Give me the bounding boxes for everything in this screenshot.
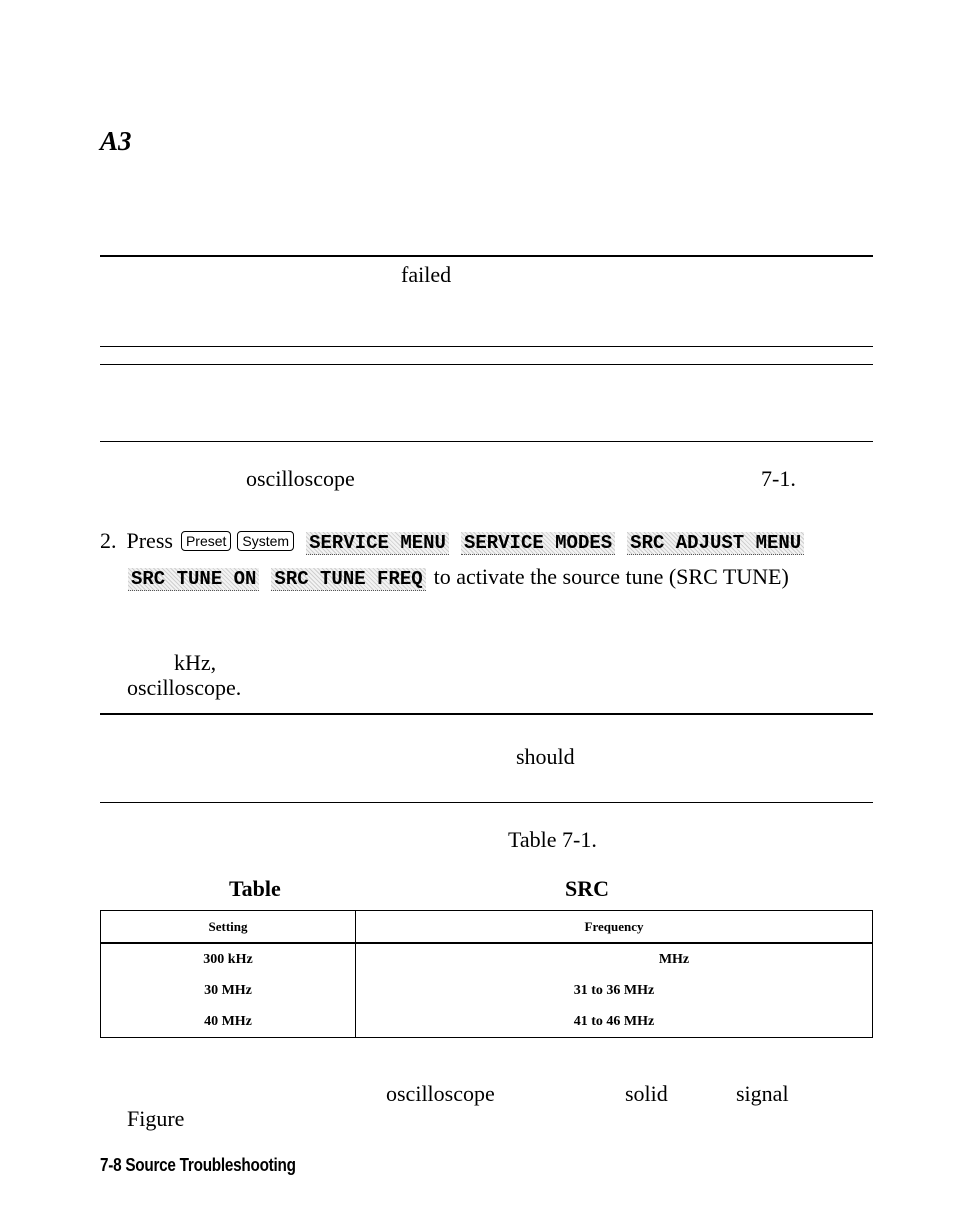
system-key[interactable]: System: [237, 531, 294, 551]
step3-oscilloscope: oscilloscope.: [127, 675, 242, 700]
step2-number: 2.: [100, 528, 117, 553]
table-row: [101, 1006, 873, 1038]
table-cell-frequency: 31 to 36 MHz: [356, 975, 873, 1006]
softkey-service-menu[interactable]: SERVICE MENU: [306, 532, 449, 555]
note-top-rule: [100, 713, 873, 715]
bottom-oscilloscope: oscilloscope: [386, 1081, 495, 1106]
softkey-service-modes[interactable]: SERVICE MODES: [461, 532, 615, 555]
caution-top-rule: [100, 364, 873, 365]
step3-khz: kHz,: [174, 650, 217, 675]
src-tune-table: [100, 910, 873, 1038]
warning-top-rule: [100, 255, 873, 257]
step2-press: Press: [126, 528, 173, 553]
note-bottom-rule: [100, 802, 873, 803]
table-header-setting: Setting: [101, 911, 356, 944]
step2-line1: [100, 528, 804, 555]
step4-table-ref: Table 7-1.: [508, 827, 597, 852]
caution-bottom-rule: [100, 441, 873, 442]
bottom-signal: signal: [736, 1081, 789, 1106]
table-cell-setting: 30 MHz: [101, 975, 356, 1006]
warning-bottom-rule: [100, 346, 873, 347]
table-title-table: Table: [229, 876, 281, 901]
table-row: [101, 975, 873, 1006]
bottom-figure: Figure: [127, 1106, 185, 1131]
table-cell-setting: 40 MHz: [101, 1006, 356, 1038]
table-title-src: SRC: [565, 876, 610, 901]
preset-key[interactable]: Preset: [181, 531, 231, 551]
table-header-frequency: Frequency: [356, 911, 873, 944]
softkey-src-tune-freq[interactable]: SRC TUNE FREQ: [271, 568, 425, 591]
table-cell-setting: 300 kHz: [101, 943, 356, 975]
step2-trailing-text: to activate the source tune (SRC TUNE): [433, 564, 789, 589]
table-cell-frequency: 41 to 46 MHz: [356, 1006, 873, 1038]
step1-table-ref: 7-1.: [761, 466, 796, 491]
section-heading: A3: [100, 126, 132, 156]
warning-failed-word: failed: [401, 262, 452, 287]
note-should-word: should: [516, 744, 575, 769]
step1-oscilloscope: oscilloscope: [246, 466, 355, 491]
table-cell-frequency: MHz: [356, 943, 873, 975]
bottom-solid: solid: [625, 1081, 668, 1106]
step2-line2: [128, 564, 789, 591]
softkey-src-tune-on[interactable]: SRC TUNE ON: [128, 568, 259, 591]
softkey-src-adjust-menu[interactable]: SRC ADJUST MENU: [627, 532, 804, 555]
table-row: [101, 943, 873, 975]
page-footer: 7-8 Source Troubleshooting: [100, 1155, 296, 1175]
